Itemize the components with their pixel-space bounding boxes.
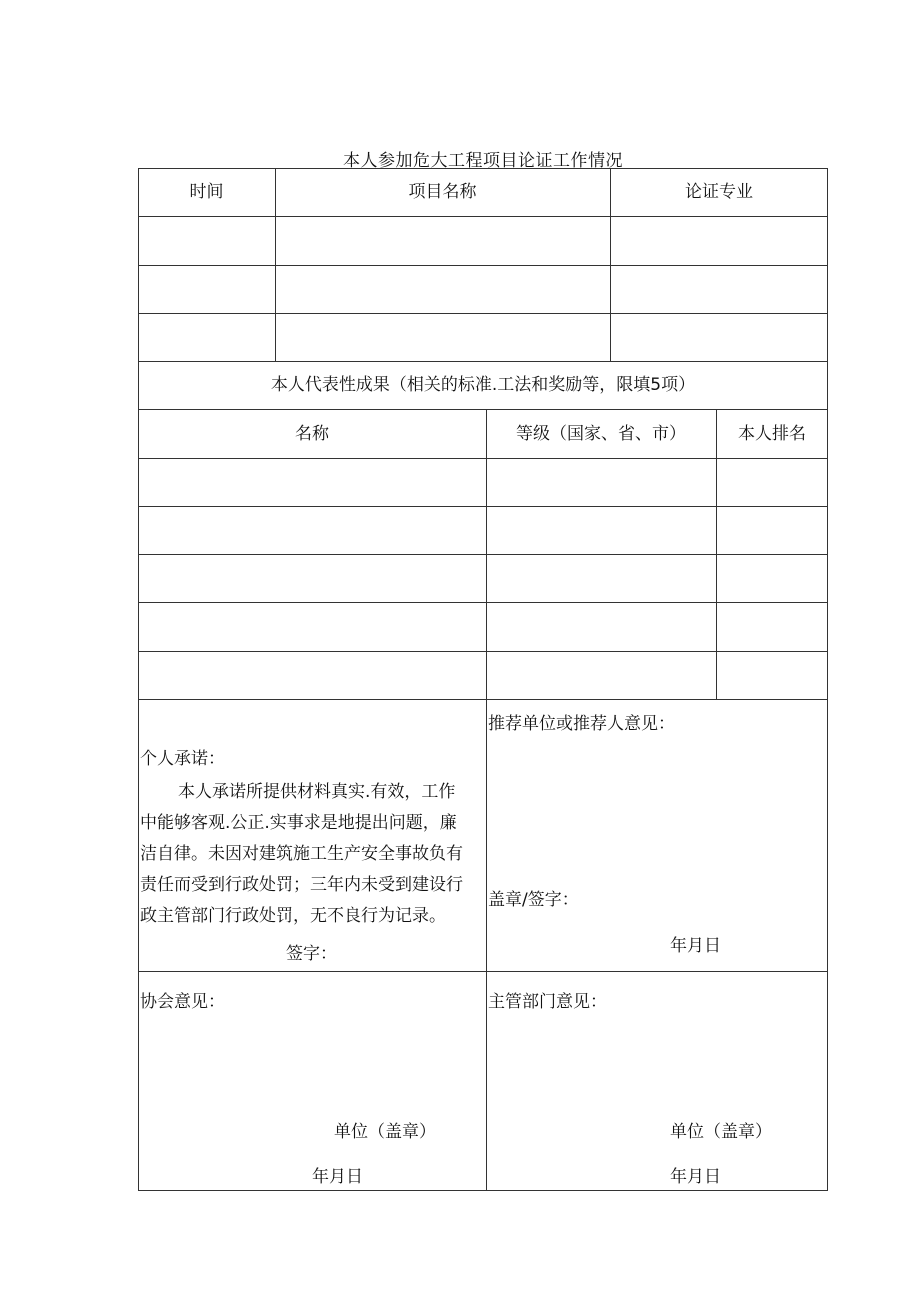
header-level: 等级（国家、省、市） (516, 424, 686, 444)
unit-stamp-label: 单位（盖章） (670, 1122, 772, 1142)
table-row[interactable] (139, 652, 827, 698)
date-label: 年月日 (670, 1167, 721, 1187)
table-row[interactable] (139, 217, 827, 264)
header-rank: 本人排名 (738, 424, 806, 444)
table-row[interactable] (139, 555, 827, 601)
promise-line: 政主管部门行政处罚，无不良行为记录。 (140, 906, 446, 926)
recommend-heading: 推荐单位或推荐人意见： (488, 714, 675, 734)
row-divider (138, 361, 828, 362)
unit-stamp-label: 单位（盖章） (334, 1122, 436, 1142)
header-achievement-name: 名称 (295, 424, 329, 444)
promise-line: 中能够客观.公正.实事求是地提出问题，廉 (140, 813, 457, 833)
stamp-sign-label: 盖章/签字： (488, 890, 579, 910)
table-row[interactable] (139, 459, 827, 505)
section-title-achievements: 本人代表性成果（相关的标准.工法和奖励等，限填5项） (270, 375, 696, 395)
row-divider (138, 699, 828, 700)
row-divider (138, 409, 828, 410)
header-project-name: 项目名称 (408, 182, 477, 202)
col-divider (486, 699, 487, 1191)
authority-heading: 主管部门意见： (488, 992, 607, 1012)
association-heading: 协会意见： (140, 992, 225, 1012)
table-row[interactable] (139, 266, 827, 312)
promise-heading: 个人承诺： (140, 749, 225, 769)
table-row[interactable] (139, 314, 827, 360)
date-label: 年月日 (312, 1167, 363, 1187)
date-label: 年月日 (670, 936, 721, 956)
table-row[interactable] (139, 507, 827, 553)
form-title: 本人参加危大工程项目论证工作情况 (343, 151, 623, 171)
promise-line: 本人承诺所提供材料真实.有效，工作 (178, 782, 456, 802)
promise-line: 洁自律。未因对建筑施工生产安全事故负有 (140, 844, 463, 864)
header-time: 时间 (189, 182, 224, 202)
table-row[interactable] (139, 603, 827, 650)
row-divider (138, 971, 828, 972)
header-specialty: 论证专业 (685, 182, 753, 202)
sign-label: 签字： (286, 944, 337, 964)
promise-line: 责任而受到行政处罚；三年内未受到建设行 (140, 875, 463, 895)
